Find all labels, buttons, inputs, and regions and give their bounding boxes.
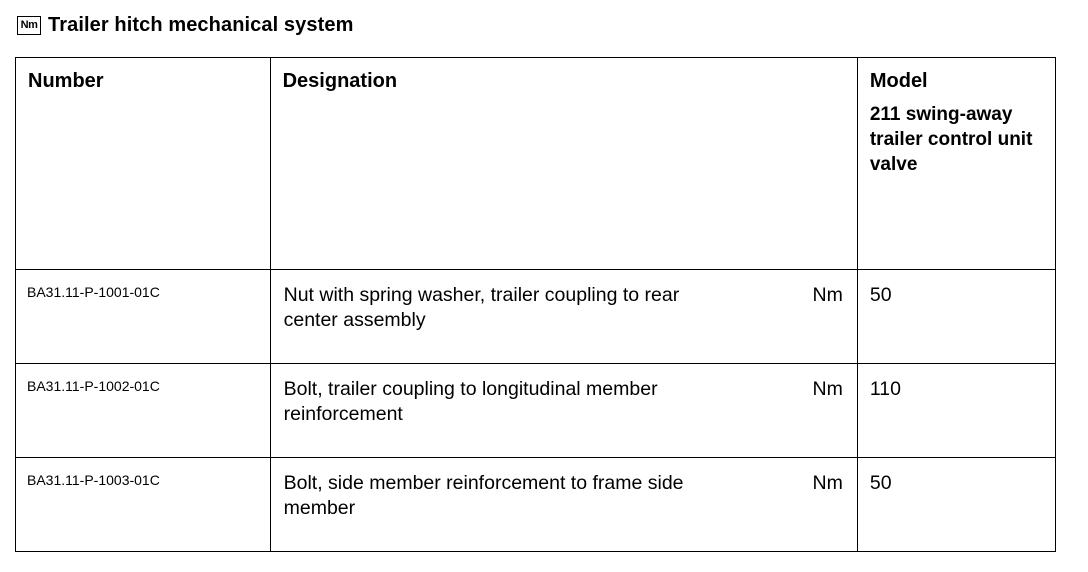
row-number: BA31.11-P-1003-01C	[16, 458, 271, 552]
page-title: Trailer hitch mechanical system	[48, 13, 354, 36]
row-designation: Bolt, side member reinforcement to frame side member	[283, 472, 684, 519]
table-row	[16, 364, 1056, 458]
row-unit: Nm	[812, 284, 843, 306]
header-designation: Designation	[270, 58, 857, 270]
header-model-variant: 211 swing-away trailer control unit valve	[869, 104, 1033, 175]
row-designation: Nut with spring washer, trailer coupling to rear center assembly	[283, 284, 680, 331]
page-heading	[17, 12, 353, 38]
header-model	[857, 58, 1055, 270]
header-model-label: Model	[869, 70, 928, 92]
row-number: BA31.11-P-1001-01C	[16, 270, 271, 364]
table-header-row	[16, 58, 1056, 270]
torque-spec-table	[15, 57, 1056, 552]
table-row	[16, 270, 1056, 364]
row-number: BA31.11-P-1002-01C	[16, 364, 271, 458]
row-value: 50	[857, 270, 1055, 364]
row-value: 50	[857, 458, 1055, 552]
header-number: Number	[16, 58, 271, 270]
row-designation-cell	[270, 270, 857, 364]
torque-nm-icon: Nm	[17, 16, 41, 35]
table-row	[16, 458, 1056, 552]
row-unit: Nm	[812, 378, 843, 400]
row-designation-cell	[270, 458, 857, 552]
row-value: 110	[857, 364, 1055, 458]
row-unit: Nm	[812, 472, 843, 494]
row-designation: Bolt, trailer coupling to longitudinal member reinforcement	[283, 378, 658, 425]
row-designation-cell	[270, 364, 857, 458]
